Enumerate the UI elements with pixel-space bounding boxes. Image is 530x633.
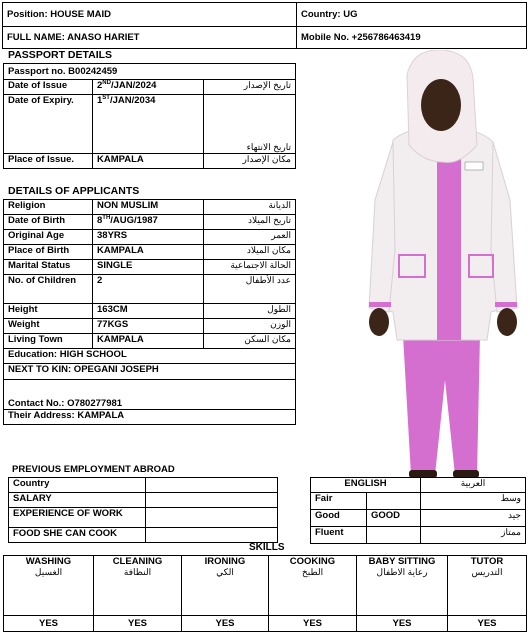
dob-label: Date of Birth — [4, 215, 93, 230]
age-arabic: العمر — [204, 230, 296, 245]
children-value: 2 — [93, 275, 204, 304]
arm-left — [369, 142, 395, 312]
lang-good-value: GOOD — [367, 510, 421, 527]
employment-value-experience — [146, 508, 278, 528]
trousers — [403, 335, 480, 475]
cuff-left — [369, 302, 391, 307]
issue-label: Date of Issue — [4, 80, 93, 95]
placket — [437, 140, 461, 340]
lang-good-label: Good — [311, 510, 367, 527]
skill-baby-sitting: BABY SITTING رعاية الاطفال — [357, 556, 448, 616]
employment-table — [8, 477, 278, 543]
mobile-cell — [297, 27, 527, 49]
marital-label: Marital Status — [4, 260, 93, 275]
height-value: 163CM — [93, 304, 204, 319]
weight-label: Weight — [4, 319, 93, 334]
place-label: Place of Issue. — [4, 154, 93, 169]
skills-title: SKILLS — [249, 542, 285, 553]
language-table — [310, 477, 526, 544]
skills-table — [3, 555, 527, 632]
passport-title: PASSPORT DETAILS — [8, 49, 113, 61]
employment-row-country: Country — [9, 478, 146, 493]
issue-value: 2ND/JAN/2024 — [93, 80, 204, 95]
country-text: Country: UG — [301, 9, 358, 20]
header-table — [2, 2, 527, 49]
height-label: Height — [4, 304, 93, 319]
weight-value: 77KGS — [93, 319, 204, 334]
birthplace-arabic: مكان الميلاد — [204, 245, 296, 260]
employment-row-food: FOOD SHE CAN COOK — [9, 528, 146, 543]
birthplace-value: KAMPALA — [93, 245, 204, 260]
employment-title: PREVIOUS EMPLOYMENT ABROAD — [12, 464, 175, 475]
employment-row-salary: SALARY — [9, 493, 146, 508]
skill-cleaning: CLEANING النظافة — [94, 556, 182, 616]
skill-tutor: TUTOR التدريس — [448, 556, 527, 616]
passport-table — [3, 63, 296, 169]
name-badge — [465, 162, 483, 170]
skill-washing: WASHING الغسيل — [4, 556, 94, 616]
lang-good-arabic: جيد — [421, 510, 526, 527]
birthplace-label: Place of Birth — [4, 245, 93, 260]
expiry-arabic: تاريخ الانتهاء — [204, 95, 296, 154]
skill-cooking-value: YES — [269, 616, 357, 632]
children-label: No. of Children — [4, 275, 93, 304]
hand-right — [497, 308, 517, 336]
lang-fluent-arabic: ممتاز — [421, 527, 526, 544]
place-arabic: مكان الإصدار — [204, 154, 296, 169]
contact-row: Contact No.: O780277981 — [4, 380, 296, 410]
full-name-cell — [3, 27, 297, 49]
position-text: Position: HOUSE MAID — [7, 9, 111, 20]
arm-right — [491, 142, 517, 312]
issue-arabic: تاريخ الإصدار — [204, 80, 296, 95]
country-cell — [297, 3, 527, 27]
cuff-right — [495, 302, 517, 307]
employment-value-country — [146, 478, 278, 493]
skill-tutor-value: YES — [448, 616, 527, 632]
passport-number: Passport no. B00242459 — [4, 64, 296, 80]
religion-label: Religion — [4, 200, 93, 215]
applicant-title: DETAILS OF APPLICANTS — [8, 185, 140, 197]
lang-fluent-value — [367, 527, 421, 544]
religion-arabic: الديانة — [204, 200, 296, 215]
employment-value-food — [146, 528, 278, 543]
education-row: Education: HIGH SCHOOL — [4, 349, 296, 364]
employment-value-salary — [146, 493, 278, 508]
expiry-label: Date of Expiry. — [4, 95, 93, 154]
age-value: 38YRS — [93, 230, 204, 245]
marital-arabic: الحالة الاجتماعية — [204, 260, 296, 275]
address-row: Their Address: KAMPALA — [4, 410, 296, 425]
age-label: Original Age — [4, 230, 93, 245]
dob-arabic: تاريخ الميلاد — [204, 215, 296, 230]
position-cell — [3, 3, 297, 27]
dob-value: 8TH/AUG/1987 — [93, 215, 204, 230]
weight-arabic: الوزن — [204, 319, 296, 334]
lang-fair-value — [367, 493, 421, 510]
children-arabic: عدد الأطفال — [204, 275, 296, 304]
religion-value: NON MUSLIM — [93, 200, 204, 215]
town-label: Living Town — [4, 334, 93, 349]
town-value: KAMPALA — [93, 334, 204, 349]
place-value: KAMPALA — [93, 154, 204, 169]
applicant-table — [3, 199, 296, 425]
height-arabic: الطول — [204, 304, 296, 319]
town-arabic: مكان السكن — [204, 334, 296, 349]
next-of-kin-row: NEXT TO KIN: OPEGANI JOSEPH — [4, 364, 296, 380]
arabic-header: العربية — [421, 478, 526, 493]
skill-baby-sitting-value: YES — [357, 616, 448, 632]
face — [421, 79, 461, 131]
english-header: ENGLISH — [311, 478, 421, 493]
marital-value: SINGLE — [93, 260, 204, 275]
full-name-text: FULL NAME: ANASO HARIET — [7, 32, 140, 43]
lang-fluent-label: Fluent — [311, 527, 367, 544]
mobile-text: Mobile No. +256786463419 — [301, 32, 421, 43]
hand-left — [369, 308, 389, 336]
skill-cleaning-value: YES — [94, 616, 182, 632]
employment-row-experience: EXPERIENCE OF WORK — [9, 508, 146, 528]
skill-cooking: COOKING الطبخ — [269, 556, 357, 616]
expiry-value: 1ST/JAN/2034 — [93, 95, 204, 154]
applicant-photo — [365, 50, 520, 480]
skill-washing-value: YES — [4, 616, 94, 632]
lang-fair-label: Fair — [311, 493, 367, 510]
skill-ironing-value: YES — [182, 616, 269, 632]
lang-fair-arabic: وسط — [421, 493, 526, 510]
skill-ironing: IRONING الكي — [182, 556, 269, 616]
